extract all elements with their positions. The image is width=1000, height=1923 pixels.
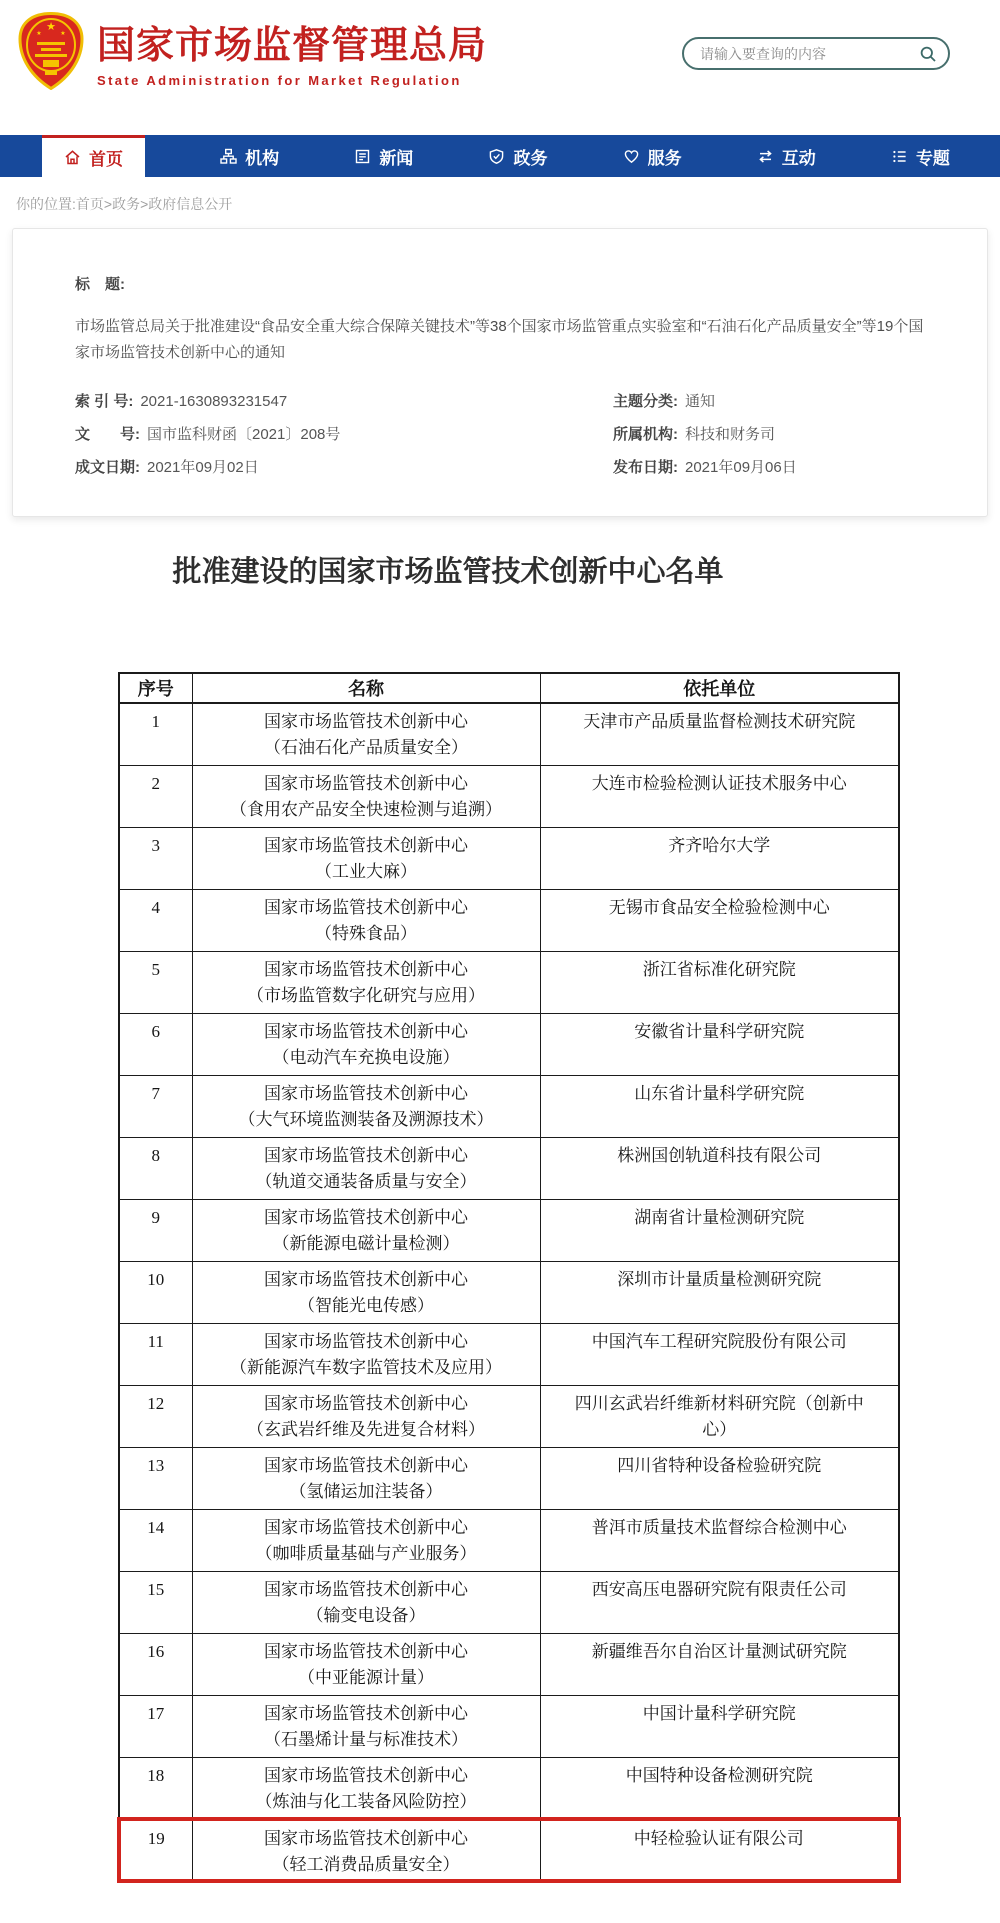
- search-icon[interactable]: [919, 45, 937, 63]
- row-org: [540, 951, 899, 1013]
- row-name: [192, 1261, 540, 1323]
- meta-value: 2021-1630893231547: [140, 393, 288, 410]
- nav-item-interaction[interactable]: [757, 135, 816, 177]
- table-header-row: [119, 673, 899, 703]
- meta-label: 索 引 号:: [75, 393, 134, 410]
- center-name: 国家市场监管技术创新中心: [264, 1145, 468, 1165]
- svg-text:★: ★: [60, 31, 66, 37]
- center-name: 国家市场监管技术创新中心: [264, 1765, 468, 1785]
- row-name: [192, 1385, 540, 1447]
- center-specialty: （输变电设备）: [306, 1605, 426, 1625]
- row-seq: 4: [119, 889, 192, 951]
- org-name: 天津市产品质量监督检测技术研究院: [583, 712, 856, 731]
- table-row: [119, 889, 899, 951]
- doc-meta: [75, 392, 927, 478]
- org-name: 大连市检验检测认证技术服务中心: [591, 773, 847, 793]
- doc-title: 市场监管总局关于批准建设“食品安全重大综合保障关键技术”等38个国家市场监管重点实验室和“石油石化产品质量安全”等19个国家市场监管技术创新中心的通知: [75, 318, 924, 361]
- center-name: 国家市场监管技术创新中心: [264, 1207, 468, 1227]
- row-name: [192, 1571, 540, 1633]
- nav-label: 新闻: [379, 148, 414, 168]
- center-specialty: （新能源汽车数字监管技术及应用）: [230, 1357, 502, 1377]
- table-row: [119, 1509, 899, 1571]
- meta-value: 2021年09月02日: [147, 459, 259, 476]
- nav-item-gov-affairs[interactable]: [488, 135, 547, 177]
- home-icon: [64, 149, 81, 166]
- shield-icon: [488, 148, 505, 165]
- row-org: [540, 1819, 899, 1881]
- center-specialty: （新能源电磁计量检测）: [272, 1233, 460, 1253]
- table-row: [119, 1323, 899, 1385]
- row-org: [540, 1695, 899, 1757]
- center-specialty: （电动汽车充换电设施）: [272, 1047, 460, 1067]
- row-seq: 10: [119, 1261, 192, 1323]
- center-specialty: （玄武岩纤维及先进复合材料）: [247, 1419, 485, 1439]
- center-specialty: （轨道交通装备质量与安全）: [255, 1171, 477, 1191]
- meta-value: 科技和财务司: [685, 426, 776, 443]
- row-org: [540, 1199, 899, 1261]
- nav-item-news[interactable]: [354, 135, 413, 177]
- center-name: 国家市场监管技术创新中心: [264, 835, 468, 855]
- nav-label: 首页: [89, 150, 123, 169]
- table-row: [119, 1199, 899, 1261]
- row-name: [192, 1137, 540, 1199]
- row-seq: 8: [119, 1137, 192, 1199]
- table-row: [119, 951, 899, 1013]
- site-header: [0, 0, 1000, 135]
- nav-label: 机构: [245, 148, 280, 168]
- table-row: [119, 1757, 899, 1819]
- meta-value: 通知: [685, 393, 716, 410]
- row-org: [540, 1509, 899, 1571]
- row-name: [192, 1509, 540, 1571]
- main-nav: [0, 135, 1000, 177]
- row-seq: 2: [119, 765, 192, 827]
- col-header-name: 名称: [192, 673, 540, 703]
- site-logo-text: [97, 24, 487, 88]
- row-name: [192, 1323, 540, 1385]
- doc-title-label: 标 题:: [75, 276, 125, 293]
- document-info-card: [12, 228, 988, 517]
- center-name: 国家市场监管技术创新中心: [264, 1455, 468, 1475]
- center-name: 国家市场监管技术创新中心: [264, 1269, 468, 1289]
- center-name: 国家市场监管技术创新中心: [264, 773, 468, 793]
- table-row: [119, 1013, 899, 1075]
- col-header-org: 依托单位: [540, 673, 899, 703]
- table-row: [119, 1819, 899, 1881]
- nav-item-home[interactable]: [42, 135, 145, 177]
- org-name: 四川玄武岩纤维新材料研究院（创新中: [574, 1393, 864, 1413]
- center-specialty: （石墨烯计量与标准技术）: [264, 1729, 468, 1749]
- row-org: [540, 1075, 899, 1137]
- row-name: [192, 1695, 540, 1757]
- table-row: [119, 1137, 899, 1199]
- row-seq: 12: [119, 1385, 192, 1447]
- row-org: [540, 1137, 899, 1199]
- org-name: 无锡市食品安全检验检测中心: [608, 897, 830, 917]
- meta-index-number: [75, 392, 613, 412]
- row-seq: 6: [119, 1013, 192, 1075]
- org-chart-icon: [220, 148, 237, 165]
- row-org: [540, 1757, 899, 1819]
- site-title: 国家市场监督管理总局: [97, 25, 488, 67]
- center-specialty: （工业大麻）: [315, 861, 417, 881]
- org-name: 中国汽车工程研究院股份有限公司: [591, 1331, 847, 1351]
- table-row: [119, 1633, 899, 1695]
- org-name: 湖南省计量检测研究院: [634, 1207, 805, 1227]
- row-name: [192, 1633, 540, 1695]
- row-seq: 7: [119, 1075, 192, 1137]
- center-specialty: （食用农产品安全快速检测与追溯）: [230, 799, 502, 819]
- row-org: [540, 889, 899, 951]
- org-name: 浙江省标准化研究院: [642, 959, 796, 979]
- center-specialty: （石油石化产品质量安全）: [264, 738, 468, 757]
- nav-item-topics[interactable]: [891, 135, 950, 177]
- row-org: [540, 1385, 899, 1447]
- center-specialty: （大气环境监测装备及溯源技术）: [238, 1109, 494, 1129]
- center-name: 国家市场监管技术创新中心: [264, 1703, 468, 1723]
- center-specialty: （中亚能源计量）: [298, 1667, 434, 1687]
- table-row: [119, 703, 899, 765]
- row-name: [192, 827, 540, 889]
- row-seq: 5: [119, 951, 192, 1013]
- meta-label: 发布日期:: [613, 459, 678, 476]
- org-name: 西安高压电器研究院有限责任公司: [591, 1579, 847, 1599]
- nav-item-orgs[interactable]: [220, 135, 279, 177]
- center-name: 国家市场监管技术创新中心: [264, 1331, 468, 1351]
- bullet-list-icon: [891, 148, 908, 165]
- row-seq: 15: [119, 1571, 192, 1633]
- table-row: [119, 765, 899, 827]
- nav-label: 服务: [647, 148, 682, 168]
- center-name: 国家市场监管技术创新中心: [264, 1829, 468, 1848]
- meta-written-date: [75, 458, 613, 478]
- row-org: [540, 1571, 899, 1633]
- nav-label: 互动: [781, 148, 816, 168]
- org-name: 山东省计量科学研究院: [634, 1083, 805, 1103]
- row-org: [540, 1013, 899, 1075]
- meta-label: 文 号:: [75, 426, 140, 443]
- meta-label: 主题分类:: [613, 393, 678, 410]
- row-name: [192, 1447, 540, 1509]
- row-org: [540, 1323, 899, 1385]
- center-specialty: （咖啡质量基础与产业服务）: [255, 1543, 477, 1563]
- row-name: [192, 1199, 540, 1261]
- heart-icon: [623, 148, 640, 165]
- row-name: [192, 889, 540, 951]
- row-seq: 11: [119, 1323, 192, 1385]
- nav-item-services[interactable]: [623, 135, 682, 177]
- center-specialty: （氢储运加注装备）: [289, 1481, 443, 1501]
- org-name: 齐齐哈尔大学: [668, 835, 771, 855]
- org-name-line2: 心）: [702, 1419, 737, 1439]
- center-specialty: （智能光电传感）: [298, 1295, 434, 1315]
- table-row: [119, 1571, 899, 1633]
- row-name: [192, 1013, 540, 1075]
- national-emblem-logo: [18, 12, 84, 90]
- row-seq: 3: [119, 827, 192, 889]
- table-body: [119, 703, 899, 1881]
- svg-text:★: ★: [36, 31, 42, 37]
- table-row: [119, 827, 899, 889]
- row-name: [192, 1819, 540, 1881]
- meta-doc-number: [75, 425, 613, 445]
- row-name: [192, 951, 540, 1013]
- center-name: 国家市场监管技术创新中心: [264, 712, 468, 731]
- row-seq: 9: [119, 1199, 192, 1261]
- row-org: [540, 1447, 899, 1509]
- list-heading: 批准建设的国家市场监管技术创新中心名单: [172, 556, 724, 588]
- table-row: [119, 1261, 899, 1323]
- nav-label: 专题: [915, 148, 950, 168]
- search-input[interactable]: [684, 46, 919, 62]
- org-name: 中轻检验认证有限公司: [633, 1829, 804, 1848]
- table-row: [119, 1385, 899, 1447]
- org-name: 新疆维吾尔自治区计量测试研究院: [591, 1641, 847, 1661]
- row-name: [192, 1757, 540, 1819]
- row-seq: 19: [119, 1819, 192, 1881]
- innovation-center-table-wrap: [117, 672, 901, 1883]
- center-specialty: （市场监管数字化研究与应用）: [247, 985, 485, 1005]
- row-name: [192, 1075, 540, 1137]
- row-seq: 14: [119, 1509, 192, 1571]
- site-subtitle: State Administration for Market Regulation: [97, 73, 462, 88]
- nav-label: 政务: [513, 148, 548, 168]
- row-name: [192, 765, 540, 827]
- table-row: [119, 1447, 899, 1509]
- center-name: 国家市场监管技术创新中心: [264, 1021, 468, 1041]
- center-specialty: （轻工消费品质量安全）: [272, 1855, 460, 1874]
- row-seq: 18: [119, 1757, 192, 1819]
- row-seq: 13: [119, 1447, 192, 1509]
- svg-text:★: ★: [46, 21, 56, 33]
- row-seq: 16: [119, 1633, 192, 1695]
- org-name: 株洲国创轨道科技有限公司: [617, 1145, 822, 1165]
- meta-label: 所属机构:: [613, 426, 678, 443]
- innovation-center-table: [117, 672, 901, 1883]
- swap-arrows-icon: [757, 148, 774, 165]
- row-org: [540, 827, 899, 889]
- org-name: 安徽省计量科学研究院: [634, 1021, 805, 1041]
- search-box[interactable]: [682, 37, 950, 70]
- center-name: 国家市场监管技术创新中心: [264, 959, 468, 979]
- meta-department: [613, 425, 927, 445]
- center-name: 国家市场监管技术创新中心: [264, 1083, 468, 1103]
- center-name: 国家市场监管技术创新中心: [264, 1393, 468, 1413]
- org-name: 中国计量科学研究院: [642, 1703, 796, 1723]
- newspaper-icon: [354, 148, 371, 165]
- table-row: [119, 1075, 899, 1137]
- row-name: [192, 703, 540, 765]
- meta-subject-category: [613, 392, 927, 412]
- org-name: 中国特种设备检测研究院: [625, 1765, 813, 1785]
- row-org: [540, 1633, 899, 1695]
- org-name: 四川省特种设备检验研究院: [617, 1455, 822, 1475]
- table-row: [119, 1695, 899, 1757]
- meta-publish-date: [613, 458, 927, 478]
- meta-value: 2021年09月06日: [685, 459, 797, 476]
- center-name: 国家市场监管技术创新中心: [264, 897, 468, 917]
- org-name: 普洱市质量技术监督综合检测中心: [591, 1517, 847, 1537]
- meta-value: 国市监科财函〔2021〕208号: [147, 426, 341, 443]
- meta-label: 成文日期:: [75, 459, 140, 476]
- center-name: 国家市场监管技术创新中心: [264, 1579, 468, 1599]
- row-org: [540, 1261, 899, 1323]
- center-specialty: （特殊食品）: [315, 923, 417, 943]
- center-name: 国家市场监管技术创新中心: [264, 1641, 468, 1661]
- org-name: 深圳市计量质量检测研究院: [617, 1269, 822, 1289]
- row-seq: 17: [119, 1695, 192, 1757]
- row-org: [540, 703, 899, 765]
- center-name: 国家市场监管技术创新中心: [264, 1517, 468, 1537]
- row-seq: 1: [119, 703, 192, 765]
- breadcrumb: 你的位置:首页>政务>政府信息公开: [16, 196, 233, 212]
- col-header-seq: 序号: [119, 673, 192, 703]
- center-specialty: （炼油与化工装备风险防控）: [255, 1791, 477, 1811]
- row-org: [540, 765, 899, 827]
